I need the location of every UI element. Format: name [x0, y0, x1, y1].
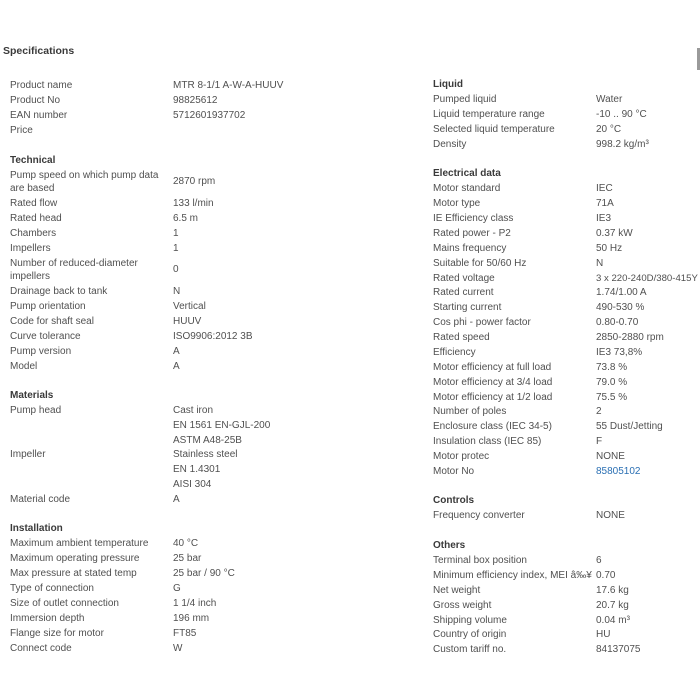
spec-label: Motor efficiency at 3/4 load: [433, 377, 553, 388]
spec-value: NONE: [596, 510, 625, 521]
spec-value: Vertical: [173, 301, 206, 312]
spec-value: 1 1/4 inch: [173, 598, 217, 609]
spec-value: MTR 8-1/1 A-W-A-HUUV: [173, 80, 284, 91]
spec-value: 1: [173, 228, 179, 239]
spec-label: Cos phi - power factor: [433, 317, 531, 328]
spec-value: -10 .. 90 °C: [596, 109, 647, 120]
spec-value: AISI 304: [173, 479, 212, 490]
spec-label: EAN number: [10, 110, 68, 121]
spec-label: Insulation class (IEC 85): [433, 436, 542, 447]
spec-value: N: [596, 258, 604, 269]
spec-label: Maximum ambient temperature: [10, 538, 149, 549]
spec-label: Pump orientation: [10, 301, 86, 312]
spec-value: 25 bar: [173, 553, 202, 564]
spec-value: 40 °C: [173, 538, 199, 549]
spec-value: 20.7 kg: [596, 600, 629, 611]
spec-value: ISO9906:2012 3B: [173, 331, 253, 342]
spec-label: Terminal box position: [433, 555, 527, 566]
spec-value: 17.6 kg: [596, 585, 629, 596]
spec-label: Impellers: [10, 243, 51, 254]
spec-value: 2: [596, 406, 602, 417]
spec-label: Starting current: [433, 302, 502, 313]
spec-label: Rated speed: [433, 332, 490, 343]
spec-value: F: [596, 436, 603, 447]
spec-label: Motor standard: [433, 183, 501, 194]
spec-label: Net weight: [433, 585, 481, 596]
spec-label: Rated head: [10, 213, 62, 224]
section-title-others: Others: [433, 540, 466, 551]
spec-label: Impeller: [10, 449, 46, 460]
section-title-electrical: Electrical data: [433, 168, 501, 179]
spec-label: Pump speed on which pump data are based: [10, 170, 159, 194]
spec-value: Water: [596, 94, 623, 105]
spec-label: Curve tolerance: [10, 331, 81, 342]
spec-label: Drainage back to tank: [10, 286, 108, 297]
spec-value: 79.0 %: [596, 377, 628, 388]
spec-value: 0.04 m³: [596, 615, 630, 626]
spec-label: Model: [10, 361, 38, 372]
spec-label: Shipping volume: [433, 615, 507, 626]
spec-value: N: [173, 286, 181, 297]
spec-label: Custom tariff no.: [433, 644, 507, 655]
spec-label: Price: [10, 125, 33, 136]
spec-value: 84137075: [596, 644, 641, 655]
spec-value: 196 mm: [173, 613, 210, 624]
spec-label: Chambers: [10, 228, 57, 239]
spec-value: 6: [596, 555, 602, 566]
section-title-controls: Controls: [433, 495, 475, 506]
section-title-liquid: Liquid: [433, 79, 463, 90]
spec-label: Mains frequency: [433, 243, 507, 254]
spec-label: Country of origin: [433, 629, 507, 640]
spec-value: 998.2 kg/m³: [596, 139, 649, 150]
spec-value: 75.5 %: [596, 392, 628, 403]
spec-value: A: [173, 361, 180, 372]
spec-label: Rated power - P2: [433, 228, 511, 239]
spec-value: FT85: [173, 628, 197, 639]
spec-label: Motor No: [433, 466, 475, 477]
spec-value: HU: [596, 629, 611, 640]
spec-value: EN 1.4301: [173, 464, 221, 475]
spec-value: NONE: [596, 451, 625, 462]
spec-value: 2850-2880 rpm: [596, 332, 664, 343]
spec-label: Frequency converter: [433, 510, 525, 521]
spec-value: 0: [173, 264, 179, 275]
spec-value: 73.8 %: [596, 362, 628, 373]
spec-label: Minimum efficiency index, MEI â‰¥: [433, 570, 592, 581]
spec-label: Motor efficiency at full load: [433, 362, 552, 373]
spec-value: A: [173, 346, 180, 357]
spec-label: Selected liquid temperature: [433, 124, 555, 135]
spec-label: Material code: [10, 494, 71, 505]
spec-label: Pump head: [10, 405, 62, 416]
spec-value: EN 1561 EN-GJL-200: [173, 420, 271, 431]
spec-value: 6.5 m: [173, 213, 199, 224]
spec-value: Stainless steel: [173, 449, 238, 460]
spec-label: Number of reduced-diameter impellers: [10, 258, 138, 282]
spec-value: HUUV: [173, 316, 202, 327]
section-title-installation: Installation: [10, 523, 63, 534]
spec-label: Rated flow: [10, 198, 58, 209]
spec-label: Immersion depth: [10, 613, 85, 624]
spec-label: Liquid temperature range: [433, 109, 545, 120]
spec-value: 490-530 %: [596, 302, 645, 313]
spec-label: Max pressure at stated temp: [10, 568, 137, 579]
spec-label: Enclosure class (IEC 34-5): [433, 421, 552, 432]
spec-value: 1.74/1.00 A: [596, 287, 647, 298]
spec-value: 0.70: [596, 570, 616, 581]
spec-value: Cast iron: [173, 405, 214, 416]
spec-value: 25 bar / 90 °C: [173, 568, 235, 579]
spec-label: Size of outlet connection: [10, 598, 119, 609]
spec-value: 2870 rpm: [173, 176, 216, 187]
spec-value: 3 x 220-240D/380-415Y: [596, 273, 698, 284]
spec-value: 133 l/min: [173, 198, 214, 209]
spec-value: 20 °C: [596, 124, 622, 135]
spec-label: Gross weight: [433, 600, 492, 611]
spec-label: Suitable for 50/60 Hz: [433, 258, 527, 269]
page-title: Specifications: [3, 45, 75, 57]
spec-value: 0.37 kW: [596, 228, 633, 239]
spec-value: 0.80-0.70: [596, 317, 639, 328]
spec-value: A: [173, 494, 180, 505]
section-title-technical: Technical: [10, 155, 56, 166]
spec-label: Connect code: [10, 643, 72, 654]
spec-label: Type of connection: [10, 583, 94, 594]
spec-value: IE3 73,8%: [596, 347, 643, 358]
spec-value: G: [173, 583, 181, 594]
spec-label: Number of poles: [433, 406, 507, 417]
spec-label: IE Efficiency class: [433, 213, 514, 224]
spec-value: 50 Hz: [596, 243, 623, 254]
motor-no-link[interactable]: 85805102: [596, 466, 641, 477]
spec-label: Product name: [10, 80, 73, 91]
spec-value: 1: [173, 243, 179, 254]
spec-label: Motor efficiency at 1/2 load: [433, 392, 553, 403]
spec-value: 55 Dust/Jetting: [596, 421, 663, 432]
section-title-materials: Materials: [10, 390, 54, 401]
spec-label: Pump version: [10, 346, 72, 357]
spec-value: 98825612: [173, 95, 218, 106]
spec-value: IE3: [596, 213, 612, 224]
spec-label: Density: [433, 139, 467, 150]
spec-label: Maximum operating pressure: [10, 553, 140, 564]
spec-label: Code for shaft seal: [10, 316, 94, 327]
spec-label: Motor type: [433, 198, 481, 209]
spec-label: Product No: [10, 95, 61, 106]
spec-label: Efficiency: [433, 347, 476, 358]
spec-value: ASTM A48-25B: [173, 435, 242, 446]
spec-label: Pumped liquid: [433, 94, 497, 105]
spec-label: Rated current: [433, 287, 494, 298]
spec-value: W: [173, 643, 183, 654]
spec-label: Rated voltage: [433, 273, 495, 284]
spec-label: Flange size for motor: [10, 628, 104, 639]
spec-label: Motor protec: [433, 451, 490, 462]
spec-value: 71A: [596, 198, 614, 209]
spec-value: IEC: [596, 183, 613, 194]
spec-value: 5712601937702: [173, 110, 246, 121]
